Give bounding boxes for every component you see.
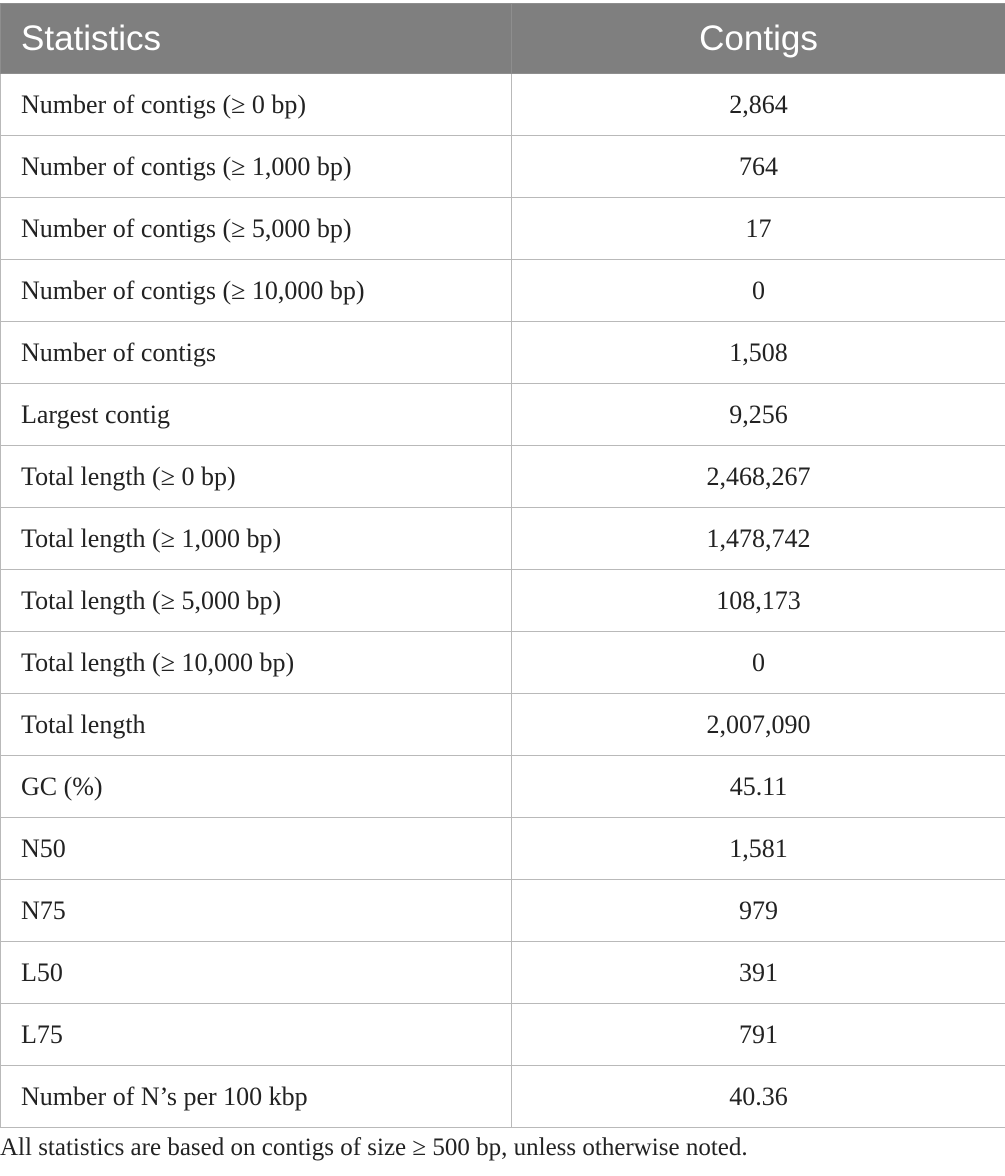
table-row	[1, 322, 1005, 384]
table-row	[1, 198, 1005, 260]
table-row	[1, 756, 1005, 818]
assembly-statistics-table-container	[0, 3, 1005, 1128]
contig-value: 1,478,742	[512, 508, 1005, 570]
statistic-label: L50	[1, 942, 512, 1004]
contig-value: 2,864	[512, 74, 1005, 136]
contig-value: 45.11	[512, 756, 1005, 818]
statistic-label: Number of contigs (≥ 0 bp)	[1, 74, 512, 136]
table-footnote: All statistics are based on contigs of size ≥ 500 bp, unless otherwise noted.	[0, 1134, 748, 1161]
statistic-label: Total length (≥ 5,000 bp)	[1, 570, 512, 632]
contig-value: 764	[512, 136, 1005, 198]
table-row	[1, 136, 1005, 198]
contig-value: 40.36	[512, 1066, 1005, 1128]
statistic-label: GC (%)	[1, 756, 512, 818]
contig-value: 0	[512, 260, 1005, 322]
contig-value: 2,007,090	[512, 694, 1005, 756]
table-row	[1, 1004, 1005, 1066]
contig-value: 979	[512, 880, 1005, 942]
header-contigs: Contigs	[512, 4, 1005, 74]
statistic-label: Total length	[1, 694, 512, 756]
table-row	[1, 632, 1005, 694]
contig-value: 9,256	[512, 384, 1005, 446]
statistic-label: Largest contig	[1, 384, 512, 446]
contig-value: 108,173	[512, 570, 1005, 632]
statistic-label: N75	[1, 880, 512, 942]
table-row	[1, 446, 1005, 508]
statistic-label: N50	[1, 818, 512, 880]
table-row	[1, 508, 1005, 570]
contig-value: 0	[512, 632, 1005, 694]
table-row	[1, 818, 1005, 880]
contig-value: 791	[512, 1004, 1005, 1066]
assembly-statistics-table	[0, 3, 1005, 1128]
table-row	[1, 942, 1005, 1004]
statistic-label: Total length (≥ 0 bp)	[1, 446, 512, 508]
statistic-label: Total length (≥ 10,000 bp)	[1, 632, 512, 694]
contig-value: 1,581	[512, 818, 1005, 880]
table-row	[1, 384, 1005, 446]
table-row	[1, 1066, 1005, 1128]
table-row	[1, 880, 1005, 942]
statistic-label: Number of contigs (≥ 5,000 bp)	[1, 198, 512, 260]
statistic-label: Number of N’s per 100 kbp	[1, 1066, 512, 1128]
table-row	[1, 74, 1005, 136]
table-body	[1, 74, 1005, 1128]
table-row	[1, 694, 1005, 756]
statistic-label: Number of contigs (≥ 10,000 bp)	[1, 260, 512, 322]
statistic-label: L75	[1, 1004, 512, 1066]
header-statistics: Statistics	[1, 4, 512, 74]
contig-value: 2,468,267	[512, 446, 1005, 508]
statistic-label: Number of contigs (≥ 1,000 bp)	[1, 136, 512, 198]
statistic-label: Number of contigs	[1, 322, 512, 384]
contig-value: 391	[512, 942, 1005, 1004]
header-row	[1, 4, 1005, 74]
contig-value: 17	[512, 198, 1005, 260]
contig-value: 1,508	[512, 322, 1005, 384]
table-row	[1, 570, 1005, 632]
table-header	[1, 4, 1005, 74]
statistic-label: Total length (≥ 1,000 bp)	[1, 508, 512, 570]
table-row	[1, 260, 1005, 322]
